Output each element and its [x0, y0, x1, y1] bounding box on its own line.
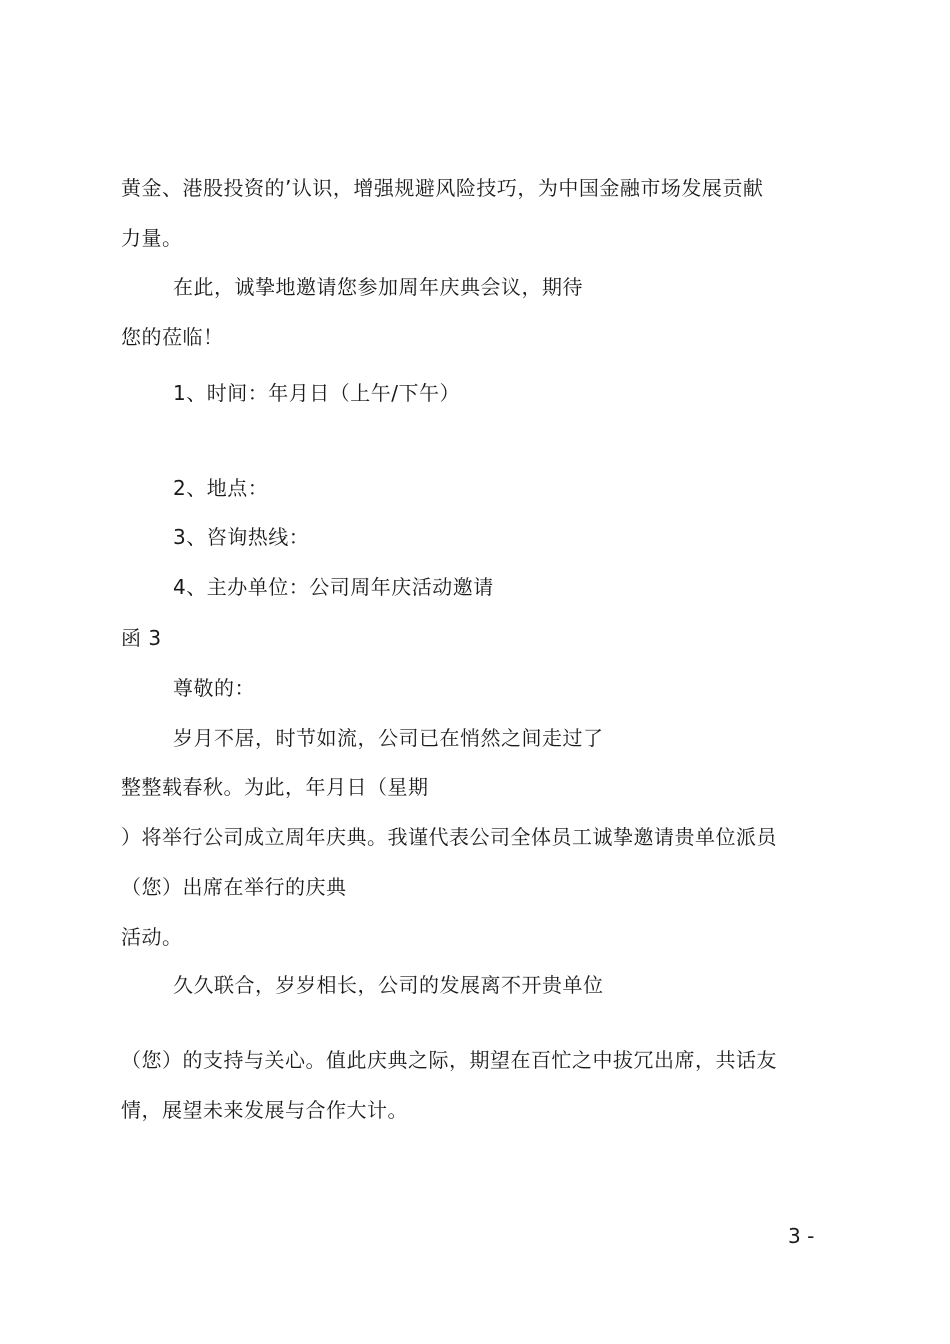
- text-line: 黄金、港股投资的’认识，增强规避风险技巧，为中国金融市场发展贡献: [121, 176, 764, 200]
- text-line: （您）的支持与关心。值此庆典之际，期望在百忙之中拔冗出席，共话友: [121, 1048, 777, 1072]
- list-item-hotline: 3、咨询热线：: [173, 525, 310, 549]
- section-heading: 函 3: [121, 626, 162, 650]
- text-line: 整整载春秋。为此，年月日（星期: [121, 775, 429, 799]
- text-line: 您的莅临！: [121, 325, 224, 349]
- salutation: 尊敬的：: [173, 676, 255, 700]
- text-line: 岁月不居，时节如流，公司已在悄然之间走过了: [173, 726, 604, 750]
- text-line: 力量。: [121, 226, 183, 250]
- list-item-location: 2、地点：: [173, 476, 269, 500]
- text-line: 久久联合，岁岁相长，公司的发展离不开贵单位: [173, 973, 604, 997]
- list-item-organizer: 4、主办单位：公司周年庆活动邀请: [173, 575, 494, 599]
- text-line: 在此，诚挚地邀请您参加周年庆典会议，期待: [173, 275, 583, 299]
- page-number: 3 -: [788, 1224, 815, 1248]
- text-line: （您）出席在举行的庆典: [121, 875, 347, 899]
- text-line: 情，展望未来发展与合作大计。: [121, 1098, 408, 1122]
- text-line: 活动。: [121, 925, 183, 949]
- list-item-time: 1、时间：年月日（上午/下午）: [173, 381, 460, 405]
- text-line: ）将举行公司成立周年庆典。我谨代表公司全体员工诚挚邀请贵单位派员: [121, 825, 777, 849]
